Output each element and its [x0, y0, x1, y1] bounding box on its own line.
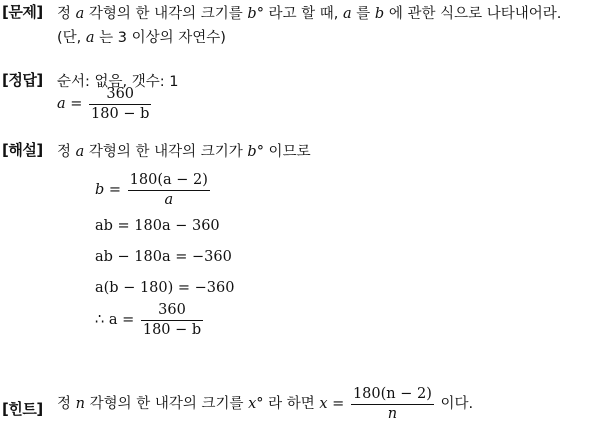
equation-fraction [128, 172, 210, 208]
hint-text: 라 하면 [263, 396, 320, 413]
math-var: b [95, 182, 105, 199]
equation-step-2: ab = 180a − 360 [95, 218, 220, 234]
answer-fraction [89, 86, 151, 122]
problem-text: 에 관한 식으로 나타내어라. [384, 6, 562, 22]
problem-text: 각형의 한 내각의 크기를 [84, 6, 248, 22]
math-var: a [85, 30, 95, 46]
hint-label: [힌트] [2, 400, 43, 418]
hint-text: 정 [57, 396, 76, 413]
fraction-numerator: 180(n − 2) [351, 386, 434, 405]
equals-sign: = [117, 312, 139, 329]
answer-label: [정답] [2, 71, 43, 89]
explanation-text: 이므로 [263, 144, 311, 160]
equation-fraction [141, 302, 203, 338]
fraction-numerator: 180(a − 2) [128, 172, 210, 191]
explanation-text: 정 [57, 144, 76, 160]
degree-symbol: ° [256, 396, 264, 413]
fraction-numerator: 360 [89, 86, 151, 105]
equals-sign: = [327, 396, 349, 413]
hint-statement [57, 386, 473, 422]
equation-step-5 [95, 302, 205, 338]
equals-sign: = [65, 96, 88, 113]
equals-sign: = [104, 182, 126, 199]
hint-fraction [351, 386, 434, 422]
math-var: a [75, 144, 85, 160]
answer-meta: 순서: 없음, 갯수: 1 [57, 74, 179, 90]
problem-condition [57, 26, 226, 47]
hint-text: 각형의 한 내각의 크기를 [84, 396, 249, 413]
fraction-denominator: 180 − b [142, 321, 202, 338]
problem-text: 정 [57, 6, 76, 22]
problem-text: 는 3 이상의 자연수) [94, 30, 226, 46]
math-var: n [75, 396, 85, 413]
answer-formula [57, 86, 153, 122]
math-var: a [57, 96, 66, 113]
problem-label: [문제] [2, 3, 43, 21]
explanation-text: 각형의 한 내각의 크기가 [84, 144, 248, 160]
equation-step-1 [95, 172, 212, 208]
equation-step-3: ab − 180a = −360 [95, 249, 232, 265]
hint-text: 이다. [435, 396, 474, 413]
therefore-expression: ∴ a [95, 312, 118, 329]
explanation-intro [57, 140, 311, 161]
equation-step-4: a(b − 180) = −360 [95, 280, 235, 296]
math-var: b [247, 6, 257, 22]
explanation-label: [해설] [2, 141, 43, 159]
fraction-denominator: 180 − b [91, 105, 150, 122]
problem-text: 를 [351, 6, 375, 22]
fraction-numerator: 360 [141, 302, 203, 321]
math-var: x [319, 396, 328, 413]
degree-symbol: ° [256, 144, 264, 160]
fraction-denominator: n [387, 405, 398, 422]
degree-symbol: ° [256, 6, 264, 22]
math-var: x [248, 396, 257, 413]
fraction-denominator: a [164, 191, 174, 208]
math-var: b [374, 6, 385, 22]
math-var: a [343, 6, 352, 22]
math-var: a [75, 6, 85, 22]
problem-text: 라고 할 때, [263, 6, 344, 22]
problem-text: (단, [57, 30, 86, 46]
math-var: b [247, 144, 257, 160]
problem-statement [57, 2, 561, 23]
